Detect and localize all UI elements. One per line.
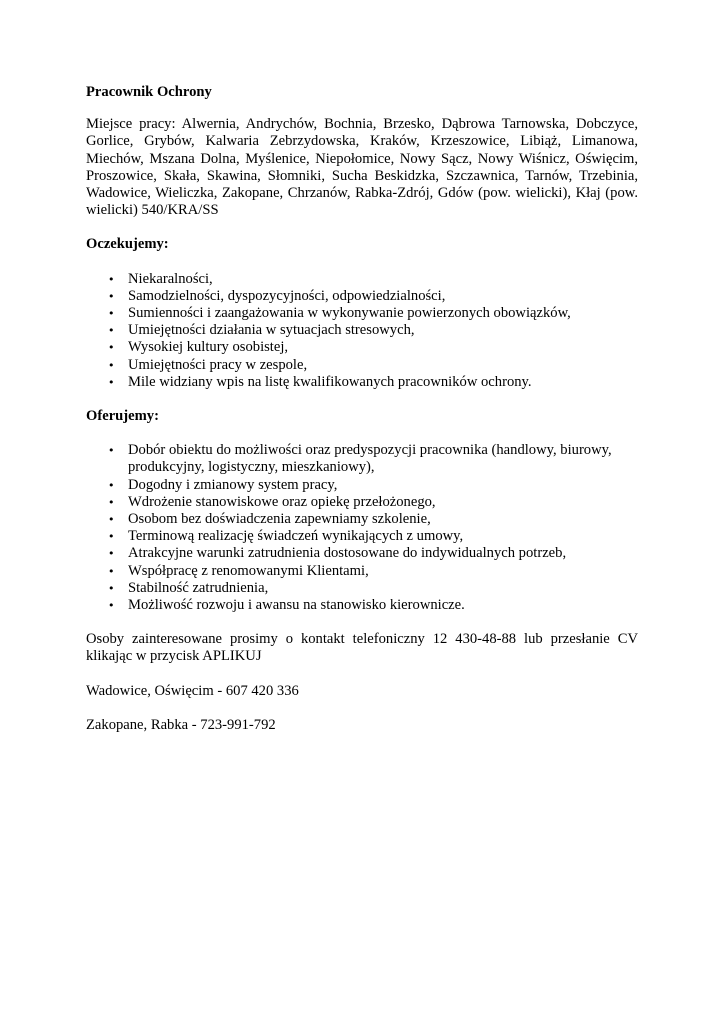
list-item: [86, 374, 638, 391]
bullet-icon: •: [108, 547, 115, 561]
list-item-text: Atrakcyjne warunki zatrudnienia dostosowane do indywidualnych potrzeb,: [128, 545, 567, 562]
list-item-text: Osobom bez doświadczenia zapewniamy szkolenie,: [128, 511, 431, 528]
list-item: [86, 442, 638, 476]
bullet-icon: •: [108, 358, 115, 372]
bullet-icon: •: [108, 324, 115, 338]
work-locations-paragraph: Miejsce pracy: Alwernia, Andrychów, Bochnia, Brzesko, Dąbrowa Tarnowska, Dobczyce, Gorlice, Grybów, Kalwaria Zebrzydowska, Kraków, Krzeszowice, Libiąż, Limanowa, Miechów, Mszana Dolna, Myślenice, Niepołomice, Nowy Sącz, Nowy Wiśnicz, Oświęcim, Proszowice, Skała, Skawina, Słomniki, Sucha Beskidzka, Szczawnica, Tarnów, Trzebinia, Wadowice, Wieliczka, Zakopane, Chrzanów, Rabka-Zdrój, Gdów (pow. wielicki), Kłaj (pow. wielicki) 540/KRA/SS: [86, 116, 638, 219]
bullet-icon: •: [108, 530, 115, 544]
contact-paragraph: Osoby zainteresowane prosimy o kontakt telefoniczny 12 430-48-88 lub przesłanie CV klikając w przycisk APLIKUJ: [86, 631, 638, 665]
list-item: [86, 305, 638, 322]
list-item: [86, 322, 638, 339]
list-item: [86, 597, 638, 614]
offer-list: [86, 442, 638, 614]
list-item-text: Terminową realizację świadczeń wynikających z umowy,: [128, 528, 464, 545]
bullet-icon: •: [108, 272, 115, 286]
list-item-text: Dogodny i zmianowy system pracy,: [128, 476, 338, 493]
list-item: [86, 357, 638, 374]
list-item: [86, 580, 638, 597]
list-item-text: Stabilność zatrudnienia,: [128, 579, 269, 596]
list-item-text: Wdrożenie stanowiskowe oraz opiekę przełożonego,: [128, 493, 436, 510]
list-item-text: Umiejętności działania w sytuacjach stresowych,: [128, 322, 415, 339]
bullet-icon: •: [108, 495, 115, 509]
bullet-icon: •: [108, 444, 115, 458]
list-item-text: Wysokiej kultury osobistej,: [128, 339, 289, 356]
bullet-icon: •: [108, 513, 115, 527]
expectations-heading: Oczekujemy:: [86, 236, 169, 253]
list-item: [86, 511, 638, 528]
bullet-icon: •: [108, 341, 115, 355]
list-item-text: Współpracę z renomowanymi Klientami,: [128, 562, 369, 579]
bullet-icon: •: [108, 375, 115, 389]
bullet-icon: •: [108, 478, 115, 492]
contact-line-wadowice: Wadowice, Oświęcim - 607 420 336: [86, 682, 299, 699]
list-item: [86, 563, 638, 580]
list-item-text: Mile widziany wpis na listę kwalifikowanych pracowników ochrony.: [128, 373, 532, 390]
list-item: [86, 545, 638, 562]
bullet-icon: •: [108, 581, 115, 595]
bullet-icon: •: [108, 564, 115, 578]
list-item: [86, 271, 638, 288]
expectations-list: [86, 271, 638, 391]
list-item: [86, 288, 638, 305]
list-item: [86, 339, 638, 356]
list-item: [86, 477, 638, 494]
list-item-text: Sumienności i zaangażowania w wykonywanie powierzonych obowiązków,: [128, 305, 571, 322]
list-item-text: Możliwość rozwoju i awansu na stanowisko kierownicze.: [128, 597, 465, 614]
contact-line-zakopane: Zakopane, Rabka - 723-991-792: [86, 716, 276, 733]
bullet-icon: •: [108, 289, 115, 303]
offer-heading: Oferujemy:: [86, 408, 159, 425]
list-item-text: Umiejętności pracy w zespole,: [128, 356, 308, 373]
list-item-text: Niekaralności,: [128, 270, 213, 287]
list-item-text: Samodzielności, dyspozycyjności, odpowiedzialności,: [128, 287, 446, 304]
job-posting-document: [86, 84, 638, 751]
bullet-icon: •: [108, 599, 115, 613]
job-title: Pracownik Ochrony: [86, 84, 212, 100]
bullet-icon: •: [108, 307, 115, 321]
list-item: [86, 494, 638, 511]
list-item: [86, 528, 638, 545]
list-item-text: Dobór obiektu do możliwości oraz predyspozycji pracownika (handlowy, biurowy, produkcyjny, logistyczny, mieszkaniowy),: [128, 442, 612, 476]
